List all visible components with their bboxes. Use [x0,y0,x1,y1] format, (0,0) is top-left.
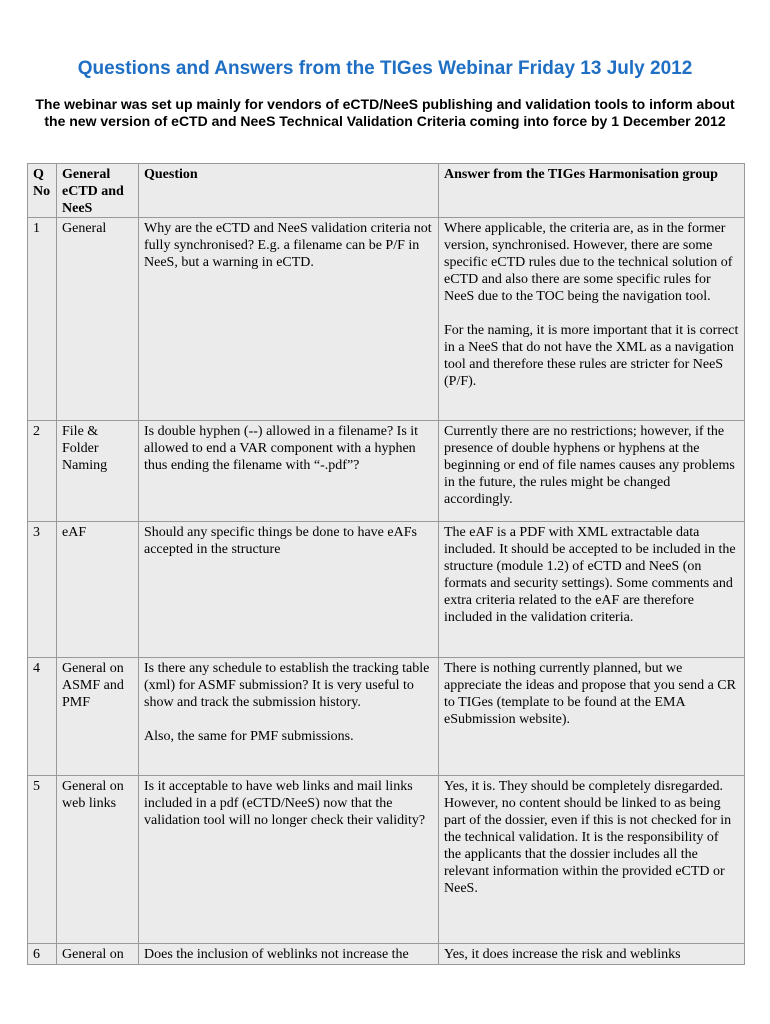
question-paragraph: Should any specific things be done to have eAFs accepted in the structure [144,525,417,557]
question-category: General on web links [57,776,139,944]
table-row [28,421,745,522]
header-answer: Answer from the TIGes Harmonisation group [439,164,745,218]
table-row [28,776,745,944]
table-row [28,658,745,776]
answer-text [439,776,745,944]
question-text [139,218,439,421]
question-paragraph: Why are the eCTD and NeeS validation criteria not fully synchronised? E.g. a filename can be P/F in NeeS, but a warning in eCTD. [144,221,432,270]
answer-text [439,522,745,658]
question-category: eAF [57,522,139,658]
question-number: 4 [28,658,57,776]
table-row [28,522,745,658]
qa-table [27,163,745,965]
question-paragraph: Also, the same for PMF submissions. [144,729,354,744]
answer-text [439,944,745,965]
question-category: File & Folder Naming [57,421,139,522]
question-text [139,776,439,944]
question-text [139,658,439,776]
header-question: Question [139,164,439,218]
question-number: 6 [28,944,57,965]
answer-paragraph: The eAF is a PDF with XML extractable data included. It should be accepted to be included in the structure (module 1.2) of eCTD and NeeS (on formats and security settings). Some comments and extra criteria related to the eAF are therefore included in the validation criteria. [444,525,736,625]
answer-paragraph: Where applicable, the criteria are, as in the former version, synchronised. However, there are some specific eCTD rules due to the technical solution of eCTD and also there are some specific rules for NeeS due to the TOC being the navigation tool. [444,221,733,304]
question-text [139,944,439,965]
question-paragraph: Is double hyphen (--) allowed in a filename? Is it allowed to end a VAR component with a hyphen thus ending the filename with “-.pdf”? [144,424,419,473]
question-category: General [57,218,139,421]
question-category: General on ASMF and PMF [57,658,139,776]
question-number: 3 [28,522,57,658]
question-paragraph: Does the inclusion of weblinks not increase the [144,947,409,962]
answer-text [439,218,745,421]
question-number: 1 [28,218,57,421]
question-text [139,421,439,522]
question-text [139,522,439,658]
document-title: Questions and Answers from the TIGes Webinar Friday 13 July 2012 [77,58,693,79]
question-category: General on [57,944,139,965]
answer-text [439,658,745,776]
question-paragraph: Is there any schedule to establish the tracking table (xml) for ASMF submission? It is very useful to show and track the submission history. [144,661,430,710]
answer-paragraph: Currently there are no restrictions; however, if the presence of double hyphens or hyphens at the beginning or end of file names causes any problems in the future, the rules might be changed accordingly. [444,424,735,507]
answer-paragraph: For the naming, it is more important that it is correct in a NeeS that do not have the XML as a navigation tool and therefore these rules are stricter for NeeS (P/F). [444,323,739,389]
table-row [28,944,745,965]
header-category: General eCTD and NeeS [57,164,139,218]
answer-paragraph: Yes, it does increase the risk and weblinks [444,947,681,962]
answer-paragraph: There is nothing currently planned, but we appreciate the ideas and propose that you send a CR to TIGes (template to be found at the EMA eSubmission website). [444,661,736,727]
question-number: 2 [28,421,57,522]
table-row [28,218,745,421]
table-header-row [28,164,745,218]
question-paragraph: Is it acceptable to have web links and mail links included in a pdf (eCTD/NeeS) now that the validation tool will no longer check their validity? [144,779,426,828]
header-question-number: Q No [28,164,57,218]
answer-text [439,421,745,522]
question-number: 5 [28,776,57,944]
intro-paragraph: The webinar was set up mainly for vendors of eCTD/NeeS publishing and validation tools to inform about the new version of eCTD and NeeS Technical Validation Criteria coming into force by 1 December 2012 [35,96,735,129]
answer-paragraph: Yes, it is. They should be completely disregarded. However, no content should be linked to as being part of the dossier, even if this is not checked for in the technical validation. It is the responsibility of the applicants that the dossier includes all the relevant information within the provided eCTD or NeeS. [444,779,732,896]
